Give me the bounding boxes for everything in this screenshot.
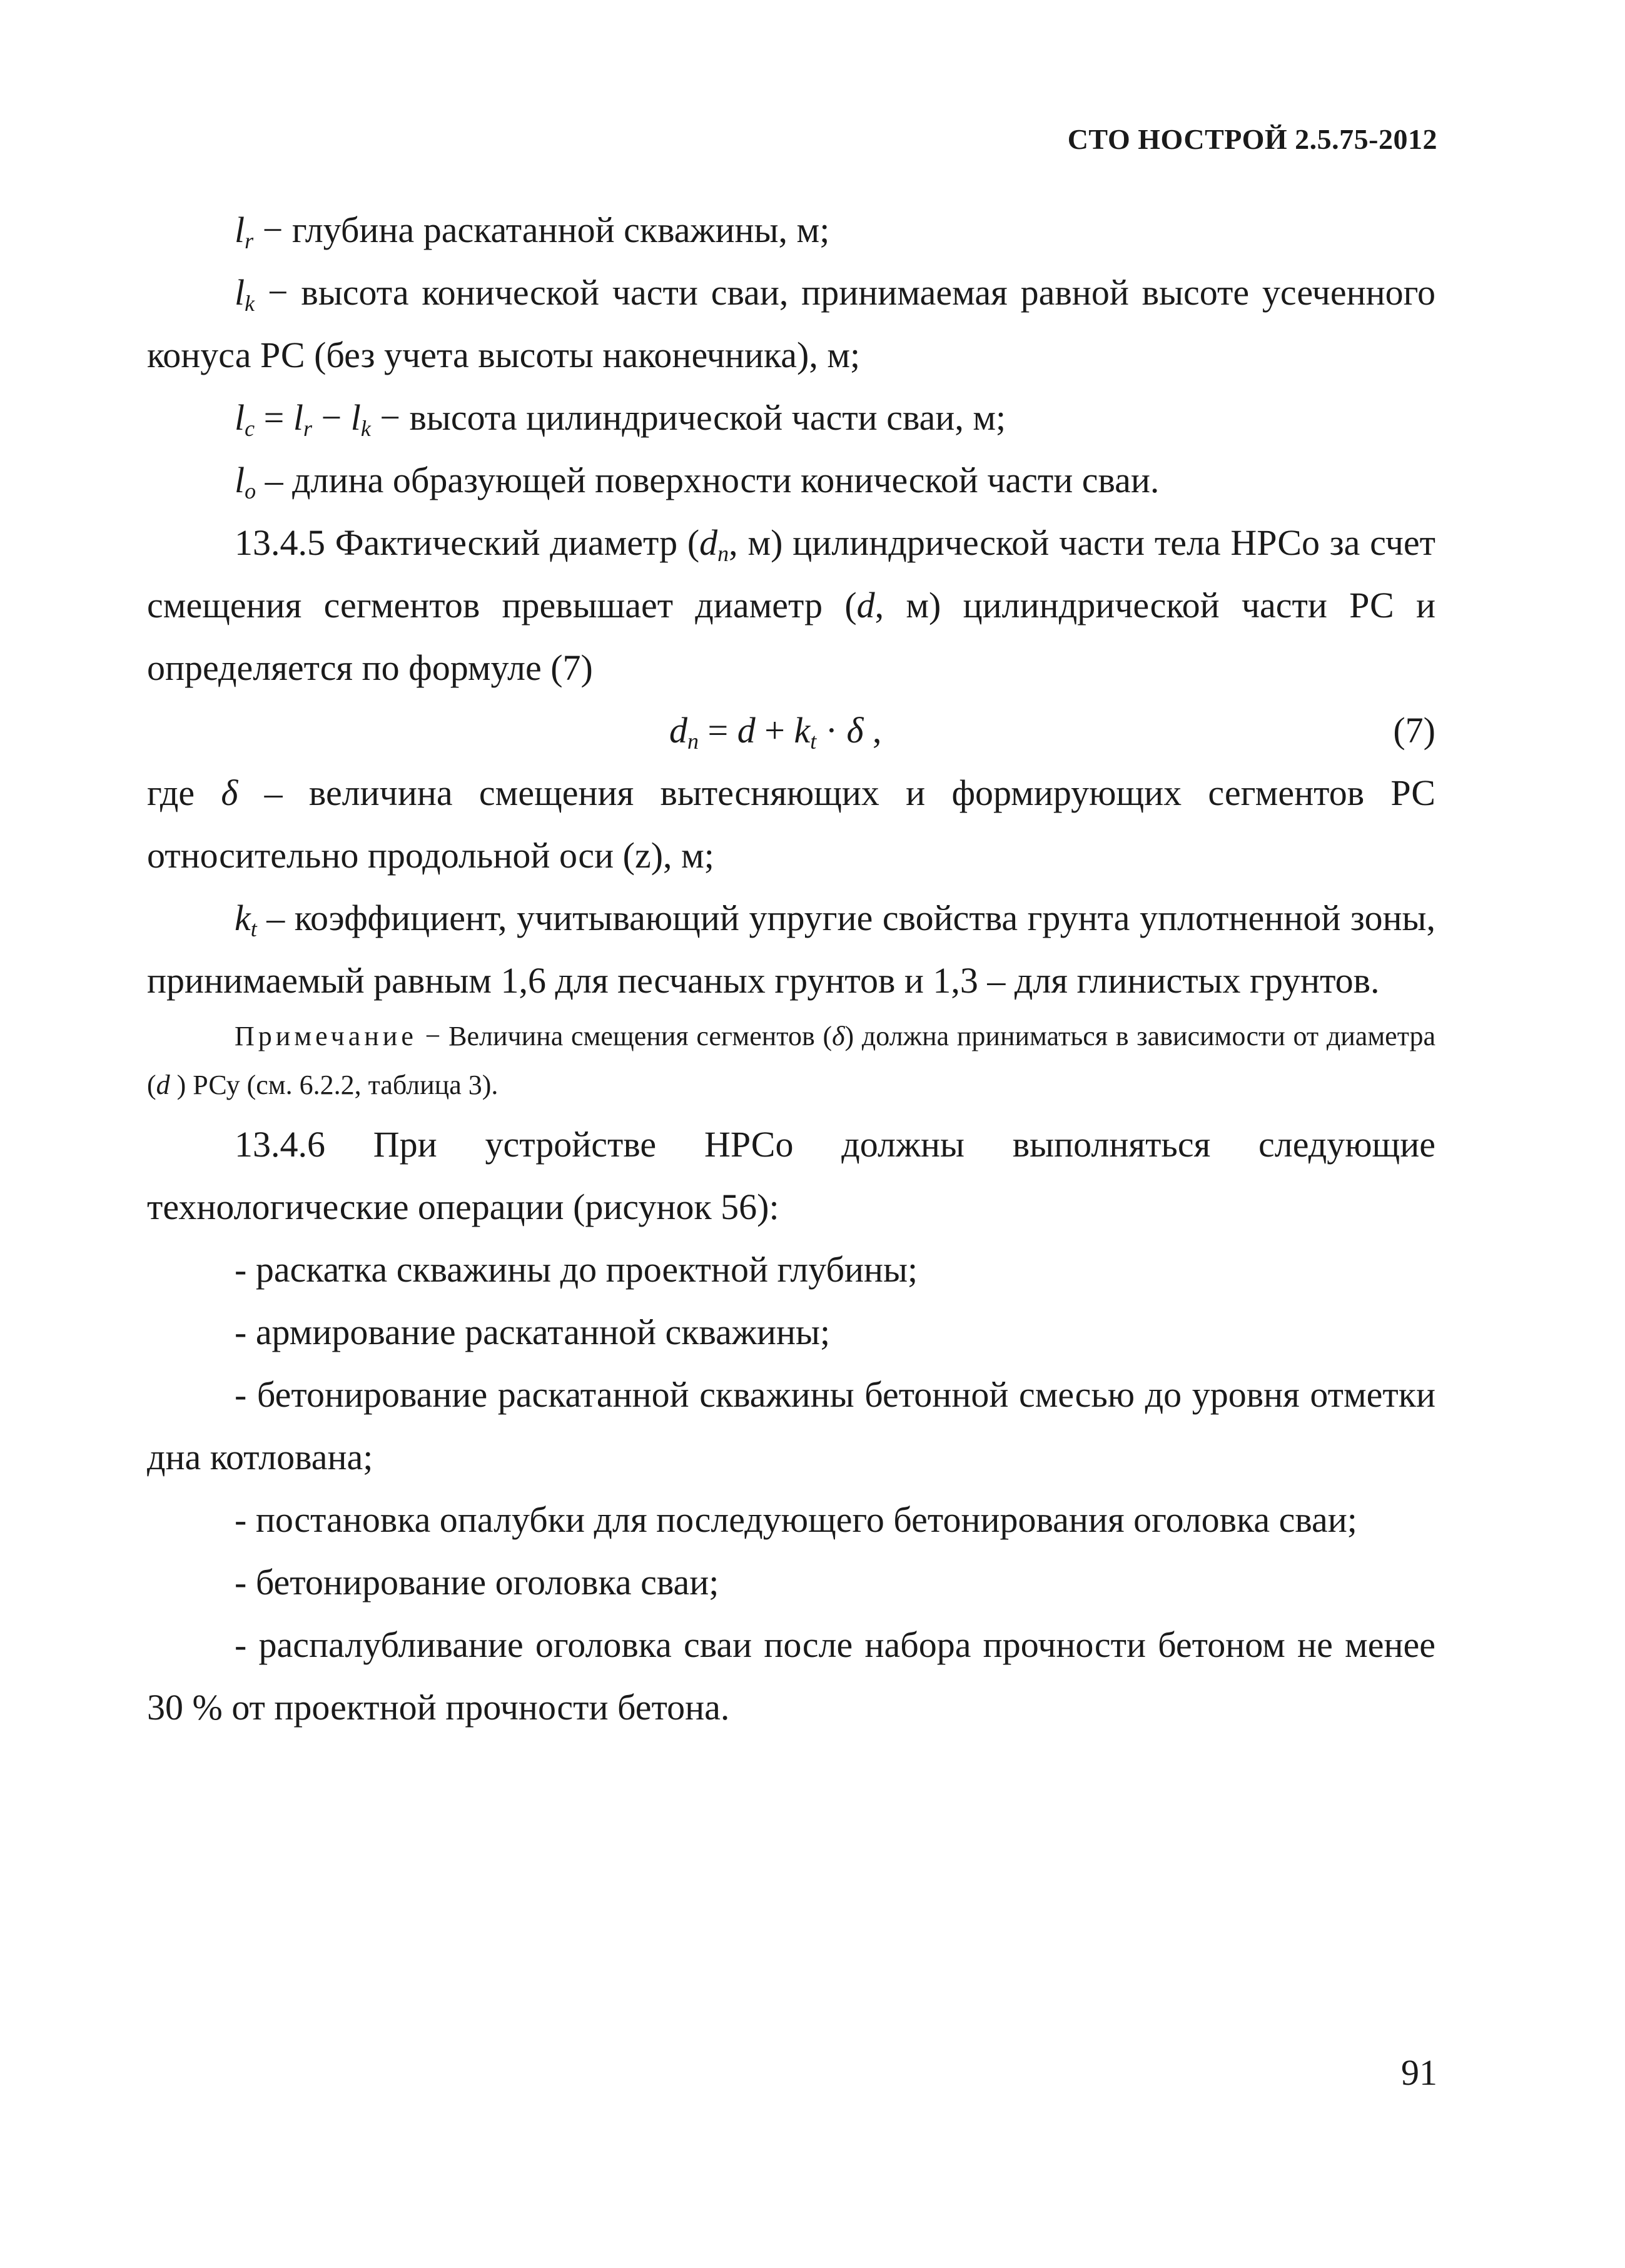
formula-expression: $d_n = d + k_t \cdot \delta$ , — [669, 710, 882, 754]
formula-7 — [147, 699, 1435, 762]
paragraph-13-4-6: 13.4.6 При устройстве НРСо должны выполняться следующие технологические операции (рисунок 56): — [147, 1124, 1435, 1227]
where-delta: где δ – величина смещения вытесняющих и формирующих сегментов РС относительно продольной оси (z), м; — [147, 772, 1435, 876]
paragraph-13-4-5: 13.4.5 Фактический диаметр ($d_n$, м) цилиндрической части тела НРСо за счет смещения сегментов превышает диаметр (d, м) цилиндрической части РС и определяется по формуле (7) — [147, 522, 1435, 688]
definition-lk: $l_k$ − высота конической части сваи, принимаемая равной высоте усеченного конуса РС (без учета высоты наконечника), м; — [147, 272, 1435, 375]
page-body — [147, 199, 1435, 1739]
note-label: Примечание — [235, 1021, 417, 1051]
list-item: - армирование раскатанной скважины; — [235, 1312, 831, 1352]
definition-lr: $l_r$ − глубина раскатанной скважины, м; — [235, 210, 830, 253]
list-item: - распалубливание оголовка сваи после набора прочности бетоном не менее 30 % от проектной прочности бетона. — [147, 1624, 1435, 1728]
list-item: - постановка опалубки для последующего бетонирования оголовка сваи; — [235, 1499, 1357, 1540]
formula-number: (7) — [1393, 710, 1435, 751]
definition-lo: $l_o$ – длина образующей поверхности конической части сваи. — [235, 460, 1160, 504]
list-item: - бетонирование оголовка сваи; — [235, 1562, 719, 1602]
definition-lc: $l_c = l_r - l_k$ − высота цилиндрической части сваи, м; — [235, 397, 1006, 441]
where-kt: $k_t$ – коэффициент, учитывающий упругие свойства грунта уплотненной зоны, принимаемый равным 1,6 для песчаных грунтов и 1,3 – для глинистых грунтов. — [147, 898, 1435, 1001]
list-item: - раскатка скважины до проектной глубины; — [235, 1249, 918, 1290]
page-number: 91 — [1401, 2052, 1437, 2093]
list-item: - бетонирование раскатанной скважины бетонной смесью до уровня отметки дна котлована; — [147, 1374, 1435, 1477]
note: Примечание − Величина смещения сегментов (δ) должна приниматься в зависимости от диаметра (d ) РСу (см. 6.2.2, таблица 3). — [147, 1021, 1435, 1100]
document-code-header: СТО НОСТРОЙ 2.5.75-2012 — [1067, 123, 1437, 155]
